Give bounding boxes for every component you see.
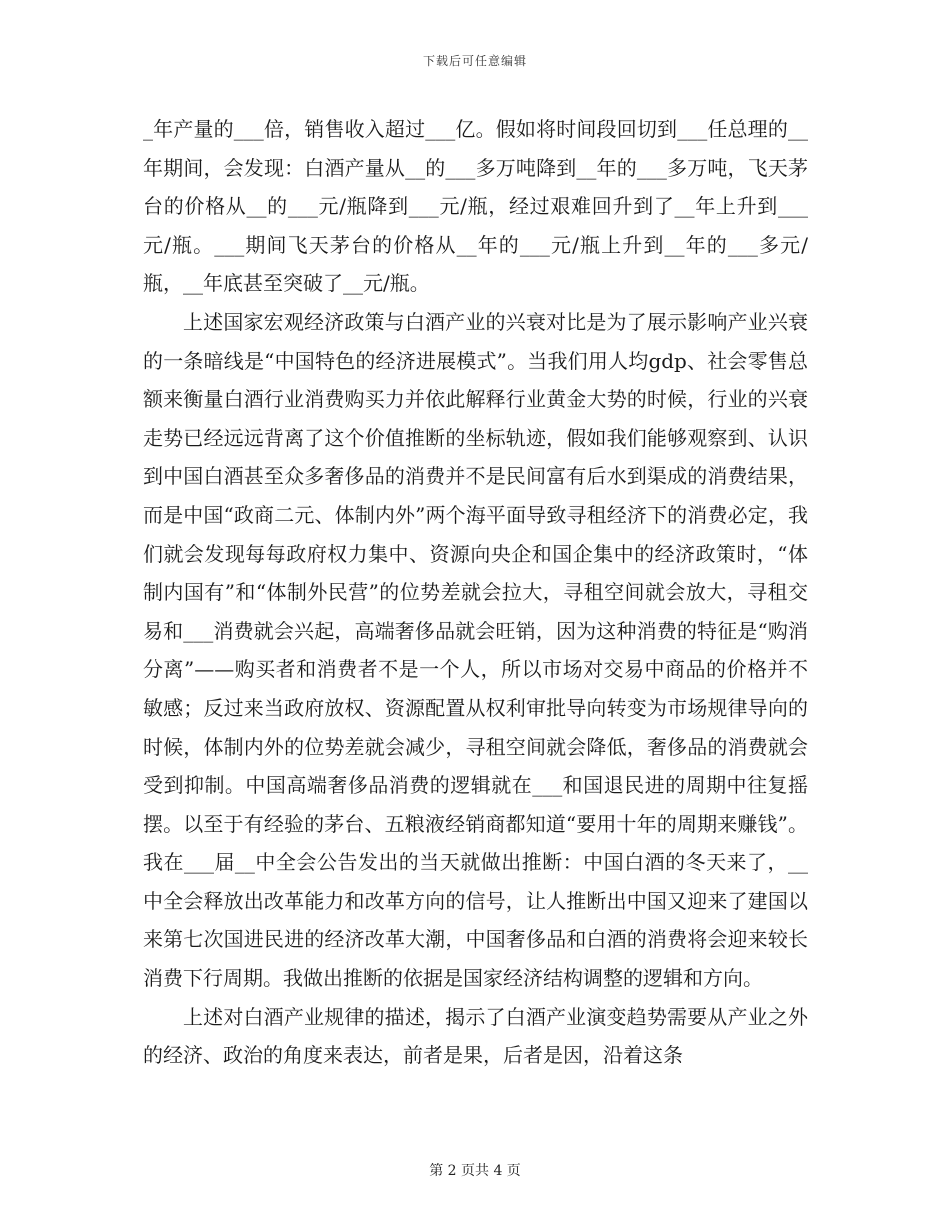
page-number: 第 2 页共 4 页 bbox=[429, 1163, 521, 1179]
paragraph-1: _年产量的___倍，销售收入超过___亿。假如将时间段回切到___任总理的__年期间，会发现：白酒产量从__的___多万吨降到__年的___多万吨，飞天茅台的价格从__的___元/瓶降到___元/瓶，经过艰难回升到了__年上升到___元/瓶。___期间飞天茅台的价格从__年的___元/瓶上升到__年的___多元/瓶，__年底甚至突破了__元/瓶。 bbox=[143, 117, 808, 296]
paragraph-3: 上述对白酒产业规律的描述，揭示了白酒产业演变趋势需要从产业之外的经济、政治的角度来表达，前者是果，后者是因，沿着这条 bbox=[143, 1004, 808, 1068]
paragraph-2: 上述国家宏观经济政策与白酒产业的兴衰对比是为了展示影响产业兴衰的一条暗线是“中国特色的经济进展模式”。当我们用人均gdp、社会零售总额来衡量白酒行业消费购买力并依此解释行业黄金大势的时候，行业的兴衰走势已经远远背离了这个价值推断的坐标轨迹，假如我们能够观察到、认识到中国白酒甚至众多奢侈品的消费并不是民间富有后水到渠成的消费结果，而是中国“政商二元、体制内外”两个海平面导致寻租经济下的消费必定，我们就会发现每每政府权力集中、资源向央企和国企集中的经济政策时，“体制内国有”和“体制外民营”的位势差就会拉大，寻租空间就会放大，寻租交易和___消费就会兴起，高端奢侈品就会旺销，因为这种消费的特征是“购消分离”——购买者和消费者不是一个人，所以市场对交易中商品的价格并不敏感；反过来当政府放权、资源配置从权利审批导向转变为市场规律导向的时候，体制内外的位势差就会减少，寻租空间就会降低，奢侈品的消费就会受到抑制。中国高端奢侈品消费的逻辑就在___和国退民进的周期中往复摇摆。以至于有经验的茅台、五粮液经销商都知道“要用十年的周期来赚钱”。我在___届__中全会公告发出的当天就做出推断：中国白酒的冬天来了，__中全会释放出改革能力和改革方向的信号，让人推断出中国又迎来了建国以来第七次国进民进的经济改革大潮，中国奢侈品和白酒的消费将会迎来较长消费下行周期。我做出推断的依据是国家经济结构调整的逻辑和方向。 bbox=[143, 309, 808, 991]
page-header-note: 下载后可任意编辑 bbox=[422, 54, 527, 68]
document-body bbox=[143, 110, 808, 1075]
